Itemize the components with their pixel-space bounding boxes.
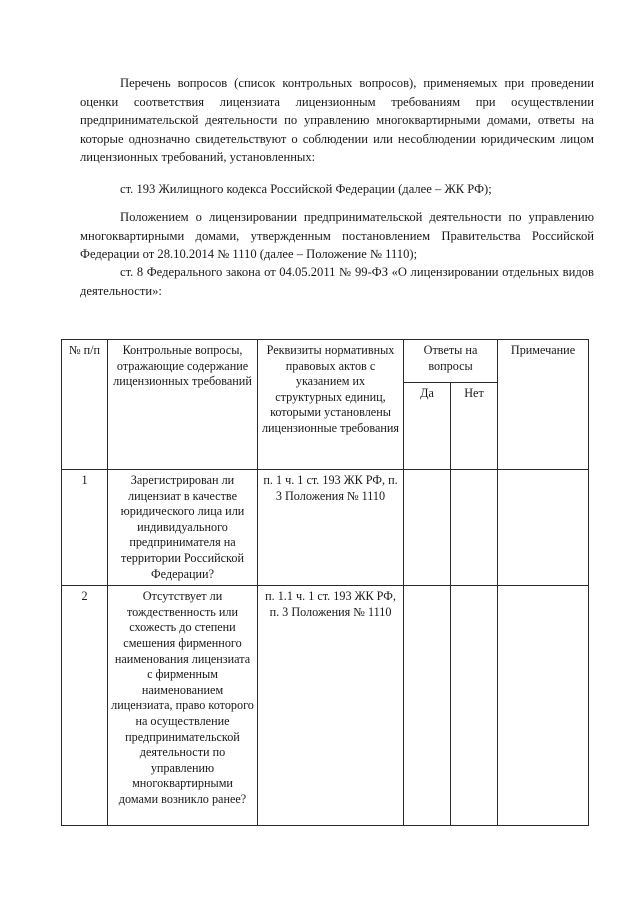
row-question: Отсутствует ли тождественность или схожесть до степени смешения фирменного наименования лицензиата с фирменным наименованием лицензиата, право которого на осуществление предпринимательской деятельности по управлению многоквартирными домами возникло ранее?	[108, 586, 258, 826]
header-num: № п/п	[62, 340, 108, 470]
row-answer-no[interactable]	[451, 470, 498, 586]
row-answer-yes[interactable]	[404, 586, 451, 826]
row-num: 2	[62, 586, 108, 826]
header-yes: Да	[404, 383, 451, 470]
row-answer-no[interactable]	[451, 586, 498, 826]
row-answer-yes[interactable]	[404, 470, 451, 586]
table-row	[62, 586, 589, 826]
header-question: Контрольные вопросы, отражающие содержание лицензионных требований	[108, 340, 258, 470]
header-note: Примечание	[498, 340, 589, 470]
row-requisites: п. 1.1 ч. 1 ст. 193 ЖК РФ, п. 3 Положения № 1110	[258, 586, 404, 826]
table-row	[62, 470, 589, 586]
intro-paragraph-list: Перечень вопросов (список контрольных вопросов), применяемых при проведении оценки соответствия лицензиата лицензионным требованиям при осуществлении предпринимательской деятельности по управлению многоквартирными домами, ответы на которые однозначно свидетельствуют о соблюдении или несоблюдении юридическим лицом лицензионных требований, установленных:	[80, 76, 594, 165]
row-question: Зарегистрирован ли лицензиат в качестве юридического лица или индивидуального предпринимателя на территории Российской Федерации?	[108, 470, 258, 586]
intro-paragraph-housing-code: ст. 193 Жилищного кодекса Российской Федерации (далее – ЖК РФ);	[120, 182, 492, 196]
table-header-row	[62, 340, 589, 383]
row-requisites: п. 1 ч. 1 ст. 193 ЖК РФ, п. 3 Положения № 1110	[258, 470, 404, 586]
row-note[interactable]	[498, 586, 589, 826]
row-note[interactable]	[498, 470, 589, 586]
row-num: 1	[62, 470, 108, 586]
header-no: Нет	[451, 383, 498, 470]
header-requisites: Реквизиты нормативных правовых актов с указанием их структурных единиц, которыми установлены лицензионные требования	[258, 340, 404, 470]
intro-paragraph-regulation: Положением о лицензировании предпринимательской деятельности по управлению многоквартирными домами, утвержденным постановлением Правительства Российской Федерации от 28.10.2014 № 1110 (далее – Положение № 1110);	[80, 210, 594, 262]
checklist-table	[61, 339, 589, 826]
intro-paragraph-federal-law: ст. 8 Федерального закона от 04.05.2011 № 99-ФЗ «О лицензировании отдельных видов деятельности»:	[80, 265, 594, 298]
header-answers: Ответы на вопросы	[404, 340, 498, 383]
